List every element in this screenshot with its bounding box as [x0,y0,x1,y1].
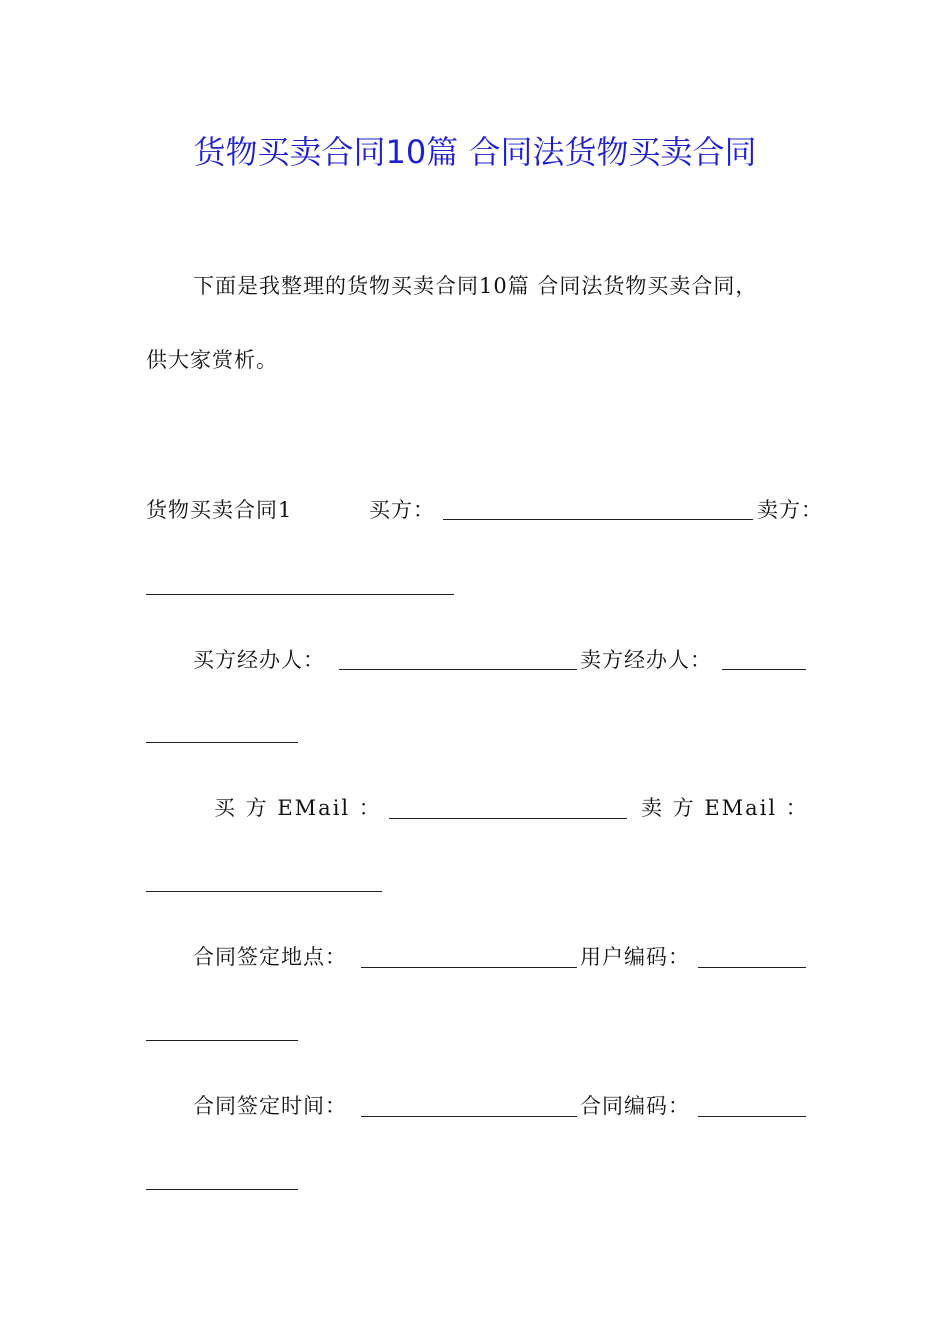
contract-heading: 货物买卖合同1 [146,498,293,522]
contract-code-blank-b [146,1189,298,1190]
buyer-label: 买方： [369,498,435,522]
user-code-blank-b [146,1040,298,1041]
seller-email-blank [146,891,382,892]
sign-place-label: 合同签定地点： [193,945,347,969]
buyer-agent-label: 买方经办人： [193,648,325,672]
user-code-label: 用户编码： [580,945,690,969]
intro-line-1: 下面是我整理的货物买卖合同10篇 合同法货物买卖合同， [193,274,758,298]
seller-label: 卖方： [757,498,823,522]
buyer-email-label: 买 方 EMail ： [214,796,382,820]
contract-code-blank-a [698,1116,806,1117]
contract-code-label: 合同编码： [580,1094,690,1118]
buyer-agent-blank [339,669,577,670]
sign-time-blank [361,1116,577,1117]
document-title: 货物买卖合同10篇 合同法货物买卖合同 [193,133,757,171]
seller-email-label: 卖 方 EMail ： [641,796,809,820]
sign-time-label: 合同签定时间： [193,1094,347,1118]
user-code-blank-a [698,967,806,968]
sign-place-blank [361,967,577,968]
seller-agent-blank-a [722,669,806,670]
seller-blank [146,594,454,595]
seller-agent-label: 卖方经办人： [580,648,712,672]
buyer-email-blank [389,818,627,819]
seller-agent-blank-b [146,742,298,743]
buyer-blank [443,519,753,520]
intro-line-2: 供大家赏析。 [146,348,278,372]
